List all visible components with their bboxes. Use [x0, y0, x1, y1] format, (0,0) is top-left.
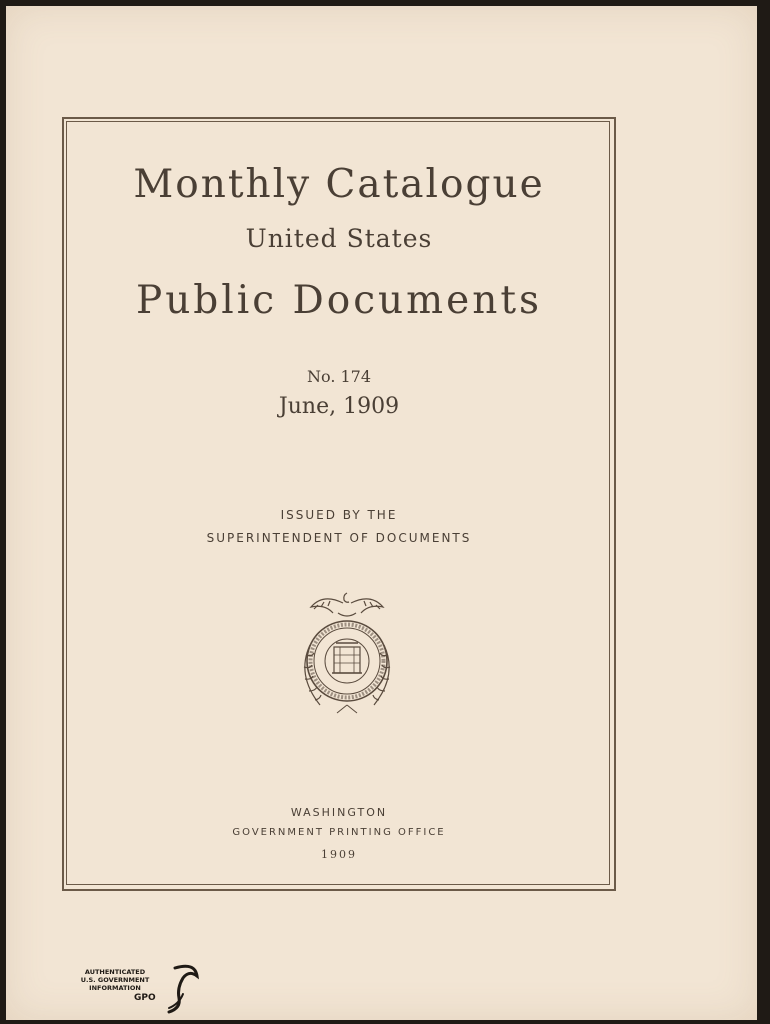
eagle-logo-icon	[70, 962, 200, 1014]
auth-badge-line1: AUTHENTICATED	[84, 968, 146, 976]
publication-year: 1909	[321, 848, 357, 861]
printer-name: GOVERNMENT PRINTING OFFICE	[232, 827, 446, 838]
title-public-documents: Public Documents	[135, 278, 543, 323]
place-washington: WASHINGTON	[290, 806, 388, 819]
title-united-states: United States	[245, 224, 433, 253]
government-printing-office-seal-icon	[288, 585, 406, 717]
auth-badge-line3: INFORMATION	[89, 984, 141, 992]
auth-badge-gpo: GPO	[134, 993, 156, 1003]
issue-number: No. 174	[306, 367, 372, 386]
title-monthly-catalogue: Monthly Catalogue	[133, 162, 545, 207]
auth-badge-line2: U.S. GOVERNMENT	[80, 976, 150, 984]
superintendent-line: SUPERINTENDENT OF DOCUMENTS	[206, 531, 472, 545]
issue-date: June, 1909	[278, 394, 400, 419]
issued-by-line: ISSUED BY THE	[280, 508, 398, 522]
